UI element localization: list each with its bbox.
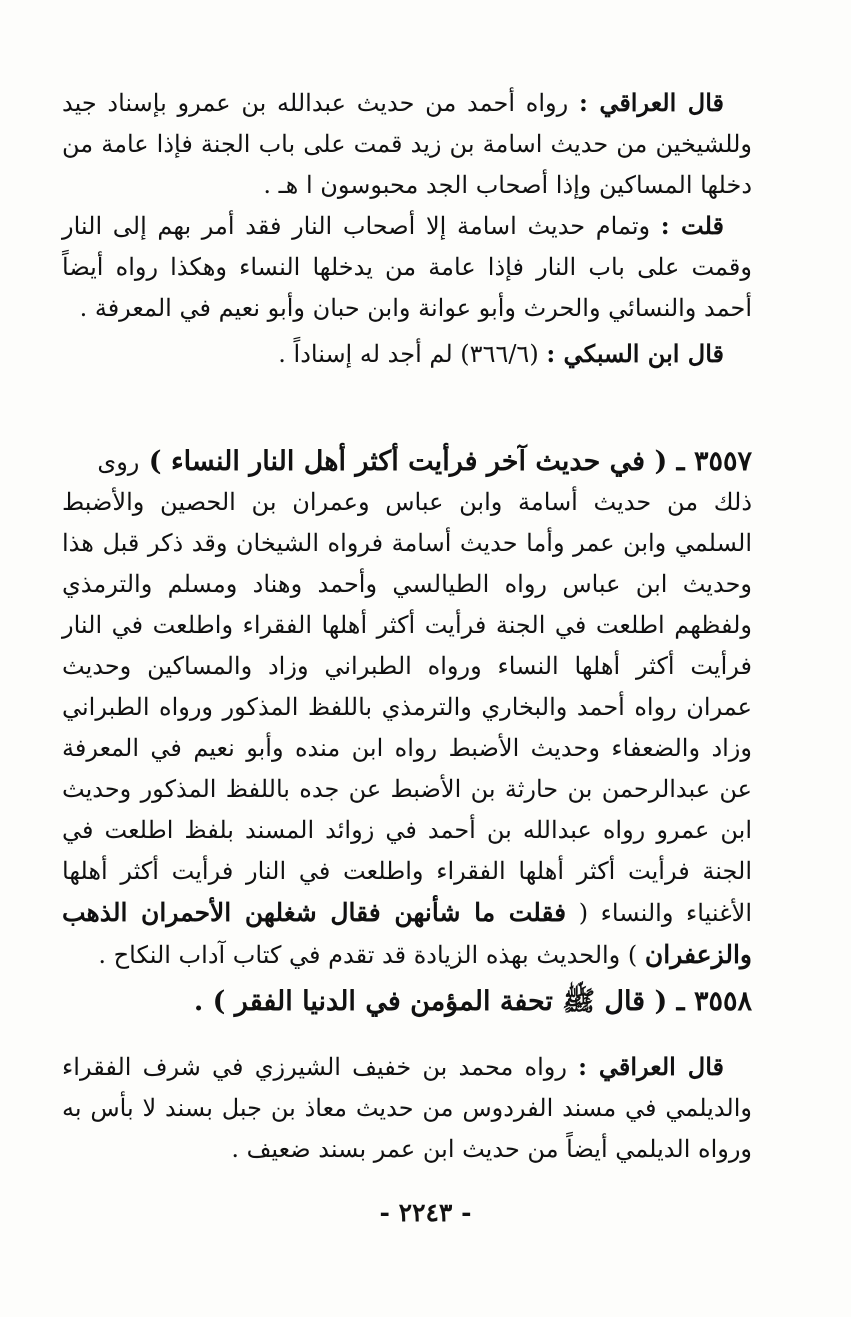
- paragraph-text: وتمام حديث اسامة إلا أصحاب النار فقد أمر بهم إلى النار وقمت على باب النار فإذا عامة من يدخلها النساء وهكذا رواه أيضاً أحمد والنسائي والحرث وأبو عوانة وابن حبان وأبو نعيم في المعرفة .: [62, 212, 752, 322]
- paragraph-iraqi-1: [62, 82, 752, 206]
- page-number: - ٢٢٤٣ -: [379, 1198, 472, 1227]
- paragraph-text: رواه أحمد من حديث عبدالله بن عمرو بإسناد جيد وللشيخين من حديث اسامة بن زيد قمت على باب الجنة فإذا عامة من دخلها المساكين وإذا أصحاب الجد محبوسون ا هـ .: [62, 89, 752, 199]
- paragraph-text: (٣٦٦/٦) لم أجد له إسناداً .: [278, 340, 539, 368]
- speaker-label: قال ابن السبكي :: [546, 339, 724, 368]
- paragraph-qultu: [62, 205, 752, 329]
- speaker-label: قلت :: [660, 211, 724, 240]
- hadith-heading-3558: [62, 982, 752, 1022]
- speaker-label: قال العراقي :: [578, 88, 724, 117]
- hadith-heading-3557: [62, 442, 752, 482]
- heading-tail: روى: [97, 448, 140, 476]
- paragraph-text: ذلك من حديث أسامة وابن عباس وعمران بن الحصين والأضبط السلمي وابن عمر وأما حديث أسامة فرواه الشيخان وقد ذكر قبل هذا وحديث ابن عباس رواه الطيالسي وأحمد وهناد ومسلم والترمذي ولفظهم اطلعت في الجنة فرأيت أكثر أهلها الفقراء واطلعت في النار فرأيت أكثر أهلها النساء ورواه الطبراني وزاد والمساكين وحديث عمران رواه أحمد والبخاري والترمذي باللفظ المذكور ورواه الطبراني وزاد والضعفاء وحديث الأضبط رواه ابن منده وأبو نعيم في المعرفة عن عبدالرحمن بن حارثة بن الأضبط عن جده باللفظ المذكور وحديث ابن عمرو رواه عبدالله بن أحمد في زوائد المسند بلفظ اطلعت في الجنة فرأيت أكثر أهلها الفقراء واطلعت في النار فرأيت أكثر أهلها الأغنياء والنساء (: [62, 488, 752, 927]
- heading-text: ٣٥٥٨ ـ ( قال ﷺ تحفة المؤمن في الدنيا الفقر ) .: [193, 986, 752, 1017]
- paragraph-iraqi-2: [62, 1046, 752, 1170]
- speaker-label: قال العراقي :: [578, 1052, 724, 1081]
- paragraph-text-end: ) والحديث بهذه الزيادة قد تقدم في كتاب آداب النكاح .: [98, 941, 638, 969]
- bold-quote: فقلت ما شأنهن فقال شغلهن الأحمران الذهب والزعفران: [62, 898, 752, 969]
- paragraph-3557-body: [62, 482, 752, 976]
- paragraph-text: رواه محمد بن خفيف الشيرزي في شرف الفقراء والديلمي في مسند الفردوس من حديث معاذ بن جبل بسند لا بأس به ورواه الديلمي أيضاً من حديث ابن عمر بسند ضعيف .: [62, 1053, 752, 1163]
- heading-text: ٣٥٥٧ ـ ( في حديث آخر فرأيت أكثر أهل النار النساء ): [148, 446, 752, 477]
- paragraph-subki: [62, 333, 752, 375]
